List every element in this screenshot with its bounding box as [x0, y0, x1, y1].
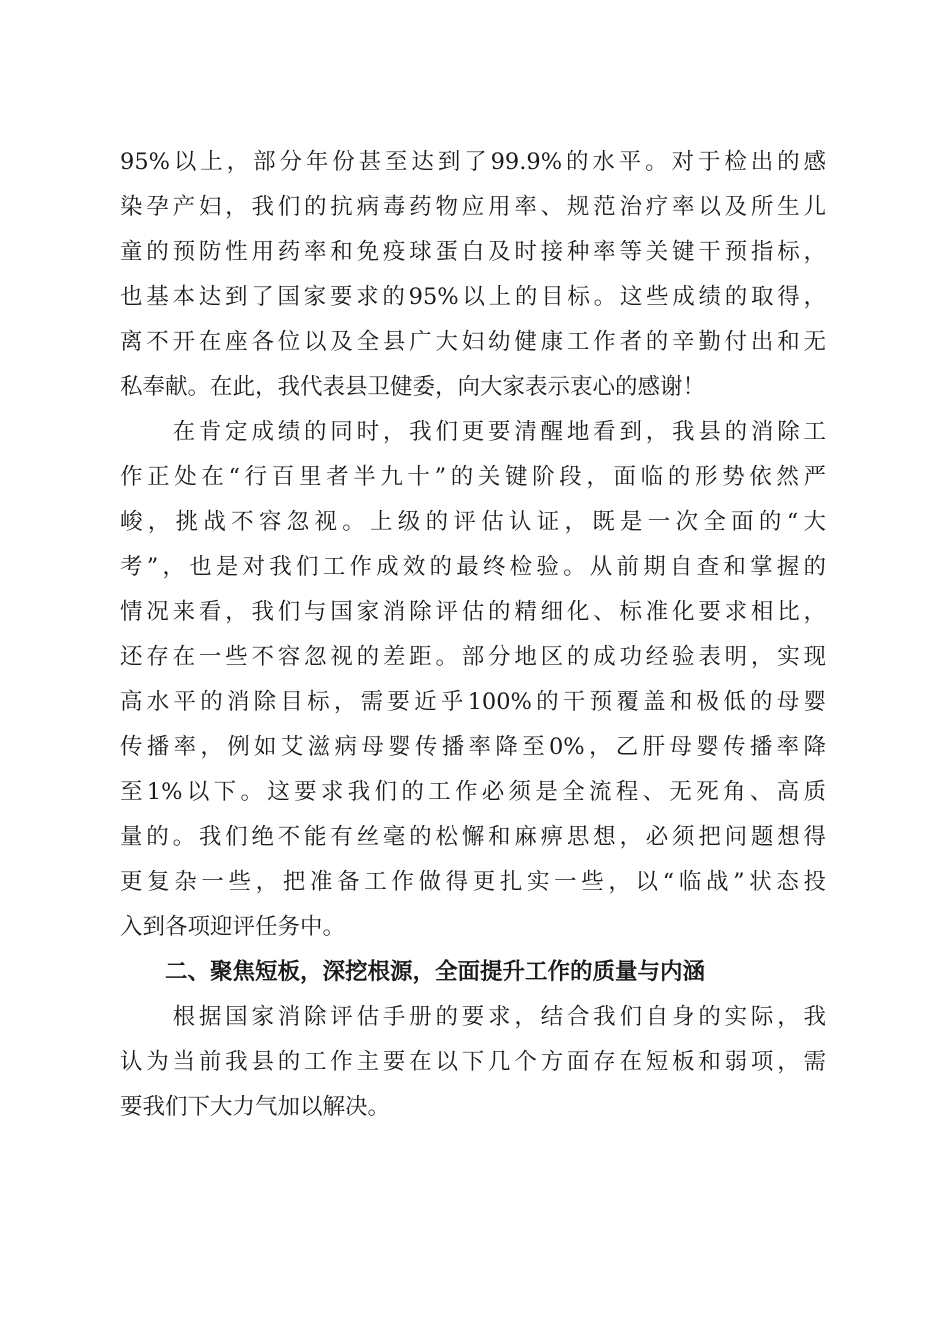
paragraph-closing	[120, 995, 826, 1130]
text-line: 考”，也是对我们工作成效的最终检验。从前期自查和掌握的	[120, 554, 826, 580]
section-heading-text: 二、聚焦短板，深挖根源，全面提升工作的质量与内涵	[120, 959, 706, 985]
text-line: 入到各项迎评任务中。	[120, 914, 346, 940]
text-line: 还存在一些不容忽视的差距。部分地区的成功经验表明，实现	[120, 644, 826, 670]
text-line: 量的。我们绝不能有丝毫的松懈和麻痹思想，必须把问题想得	[120, 824, 826, 850]
text-line: 离不开在座各位以及全县广大妇幼健康工作者的辛勤付出和无	[120, 329, 826, 355]
text-line: 认为当前我县的工作主要在以下几个方面存在短板和弱项，需	[120, 1049, 826, 1075]
text-line: 染孕产妇，我们的抗病毒药物应用率、规范治疗率以及所生儿	[120, 194, 826, 220]
paragraph-achievements	[120, 140, 826, 410]
text-line: 也基本达到了国家要求的95%以上的目标。这些成绩的取得，	[120, 284, 826, 310]
text-line: 作正处在“行百里者半九十”的关键阶段，面临的形势依然严	[120, 464, 826, 490]
section-heading	[120, 950, 826, 995]
text-line: 95%以上，部分年份甚至达到了99.9%的水平。对于检出的感	[120, 149, 826, 175]
document-body	[120, 140, 826, 1130]
text-line: 情况来看，我们与国家消除评估的精细化、标准化要求相比，	[120, 599, 826, 625]
text-line: 更复杂一些，把准备工作做得更扎实一些，以“临战”状态投	[120, 869, 826, 895]
text-line: 根据国家消除评估手册的要求，结合我们自身的实际，我	[120, 1004, 826, 1030]
text-line: 要我们下大力气加以解决。	[120, 1094, 391, 1120]
text-line: 传播率，例如艾滋病母婴传播率降至0%，乙肝母婴传播率降	[120, 734, 826, 760]
text-line: 童的预防性用药率和免疫球蛋白及时接种率等关键干预指标，	[120, 239, 826, 265]
text-line: 私奉献。在此，我代表县卫健委，向大家表示衷心的感谢！	[120, 374, 706, 400]
text-line: 在肯定成绩的同时，我们更要清醒地看到，我县的消除工	[120, 419, 826, 445]
text-line: 高水平的消除目标，需要近乎100%的干预覆盖和极低的母婴	[120, 689, 826, 715]
paragraph-challenges	[120, 410, 826, 950]
text-line: 峻，挑战不容忽视。上级的评估认证，既是一次全面的“大	[120, 509, 826, 535]
text-line: 至1%以下。这要求我们的工作必须是全流程、无死角、高质	[120, 779, 826, 805]
